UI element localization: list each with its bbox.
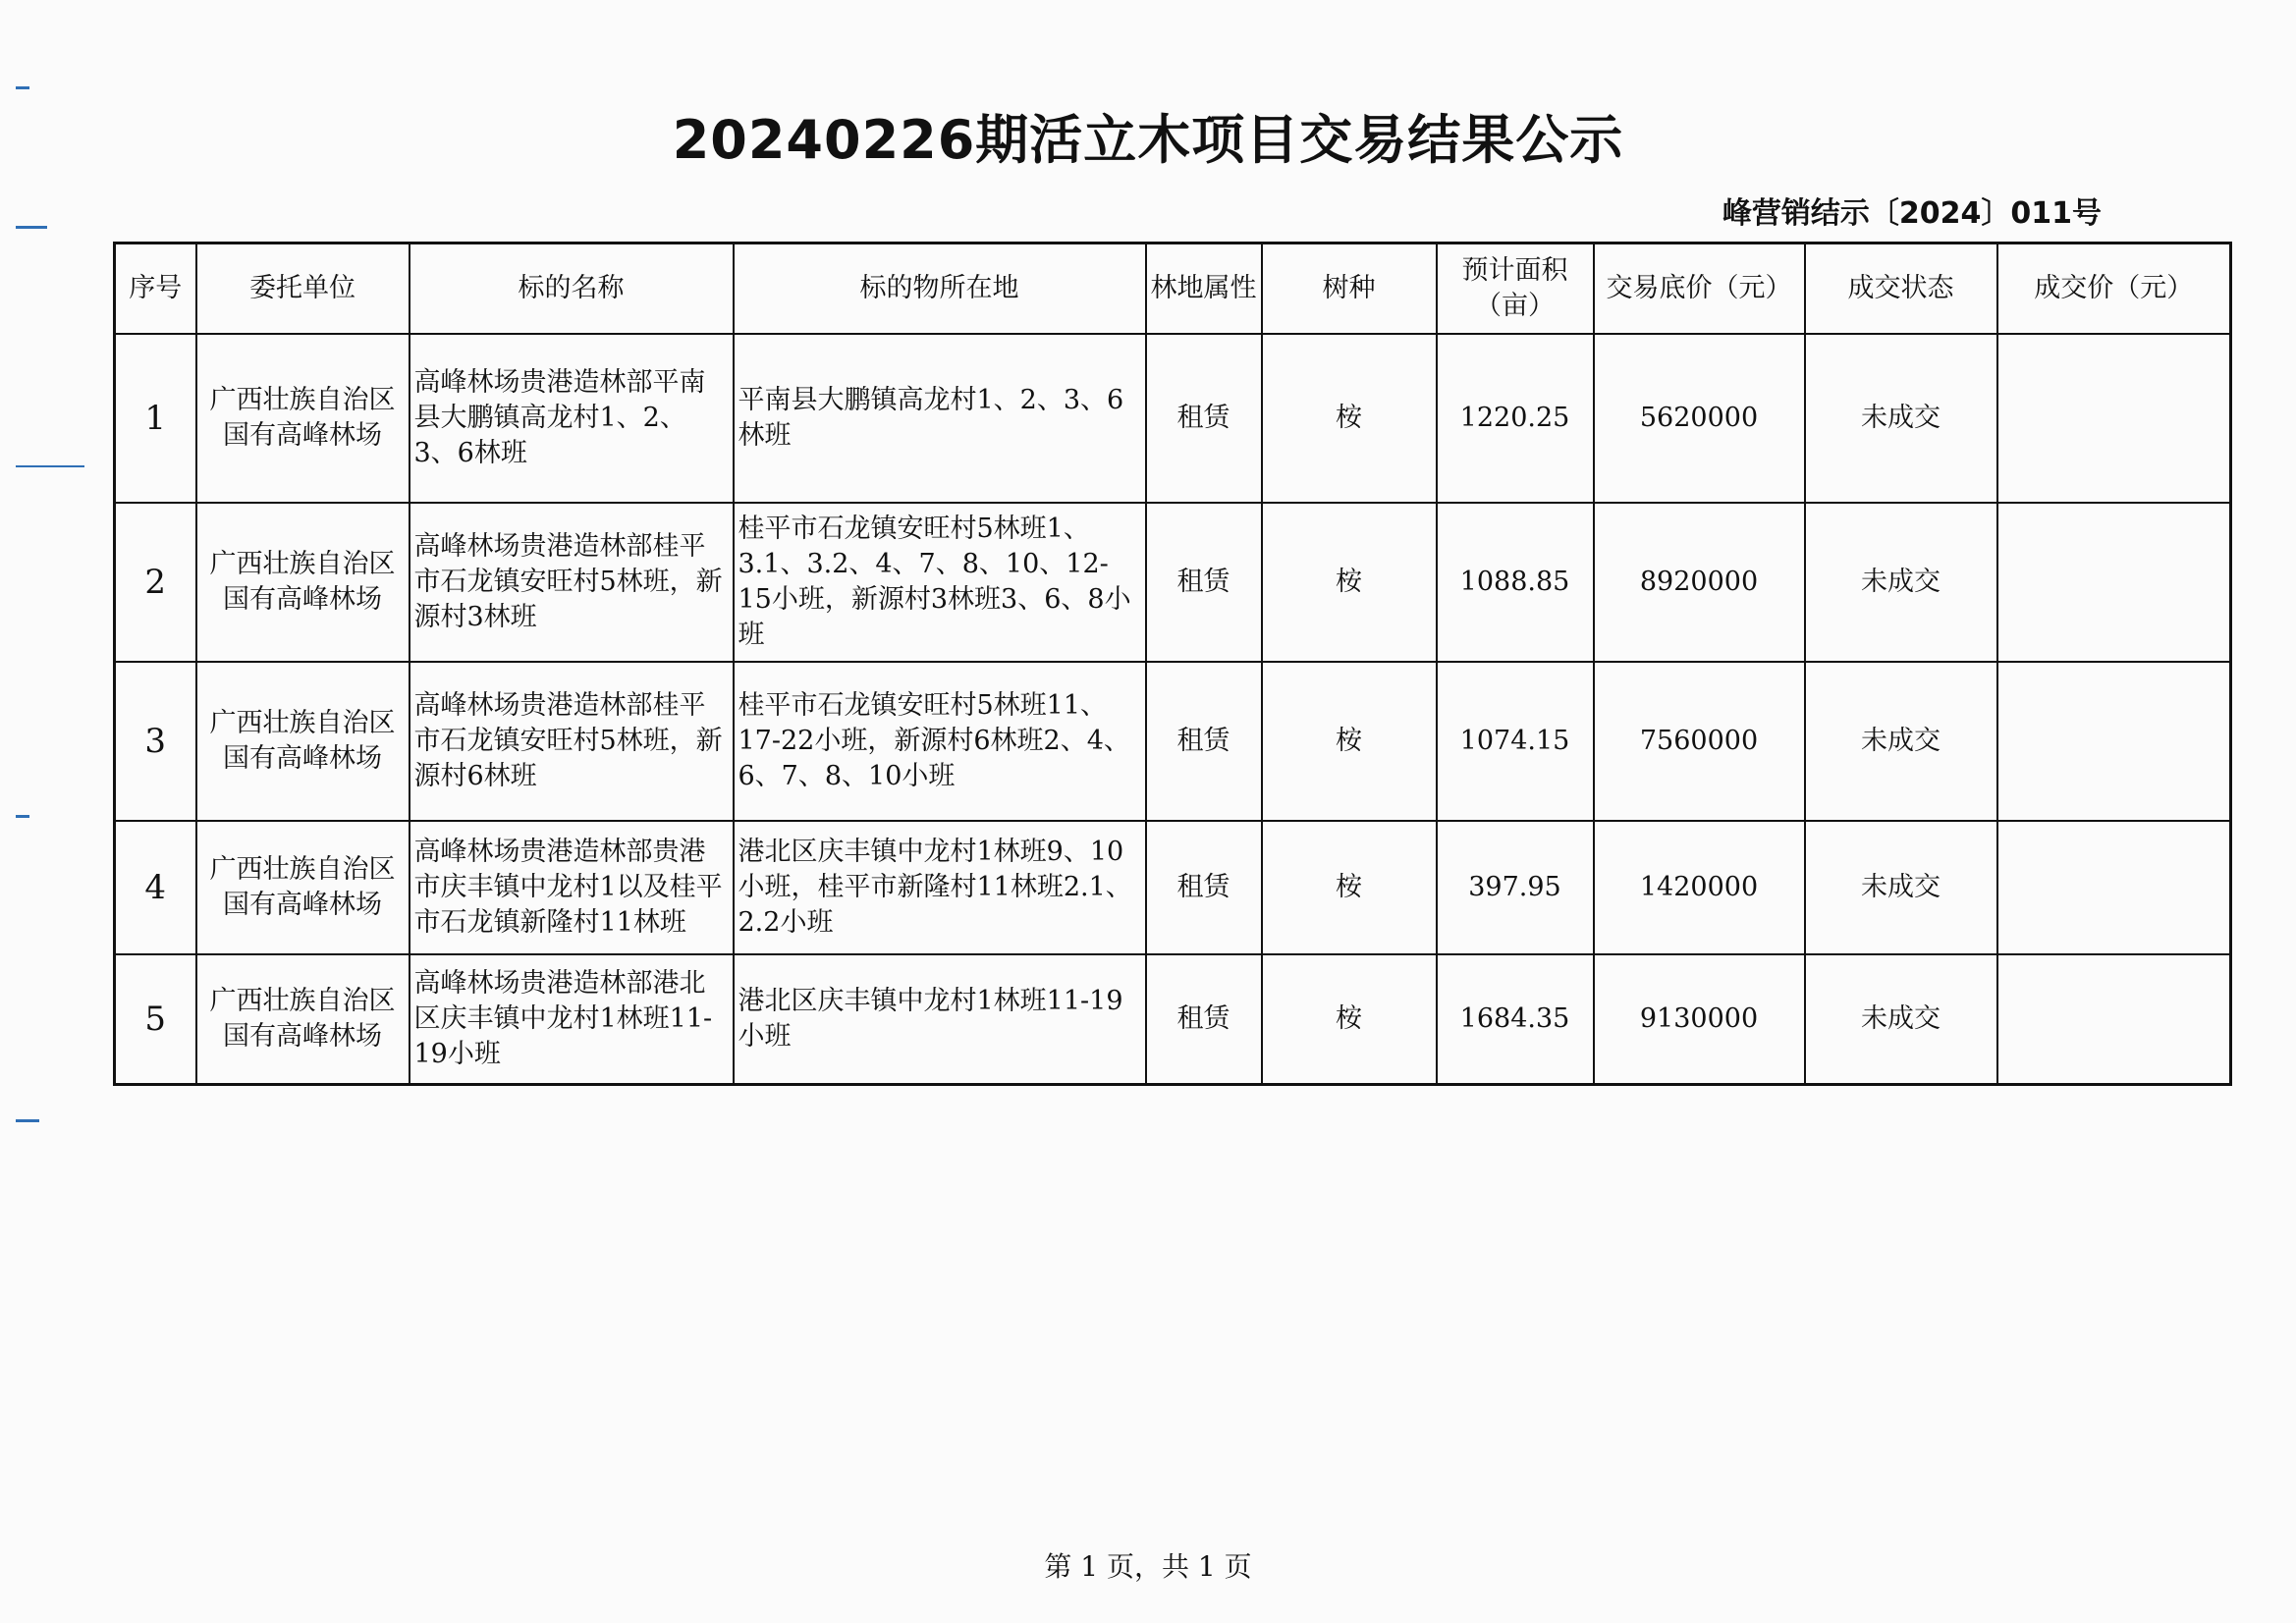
header-land: 林地属性	[1146, 243, 1262, 335]
page-title: 20240226期活立木项目交易结果公示	[672, 109, 1624, 171]
cell-tree: 桉	[1262, 503, 1437, 662]
scan-mark	[16, 86, 29, 89]
scan-mark	[16, 1119, 39, 1122]
cell-status: 未成交	[1805, 821, 1997, 954]
cell-base-price: 1420000	[1594, 821, 1805, 954]
cell-entrust: 广西壮族自治区国有高峰林场	[196, 662, 410, 821]
scan-mark	[16, 226, 47, 229]
cell-location: 桂平市石龙镇安旺村5林班1、3.1、3.2、4、7、8、10、12-15小班，新源村3林班3、6、8小班	[734, 503, 1146, 662]
scan-mark	[16, 815, 29, 818]
cell-land: 租赁	[1146, 334, 1262, 503]
cell-deal-price	[1997, 821, 2231, 954]
cell-index: 1	[115, 334, 196, 503]
cell-entrust: 广西壮族自治区国有高峰林场	[196, 334, 410, 503]
result-table	[113, 242, 2232, 1086]
cell-base-price: 7560000	[1594, 662, 1805, 821]
cell-location: 桂平市石龙镇安旺村5林班11、17-22小班，新源村6林班2、4、6、7、8、10小班	[734, 662, 1146, 821]
cell-location: 港北区庆丰镇中龙村1林班9、10小班，桂平市新隆村11林班2.1、2.2小班	[734, 821, 1146, 954]
header-location: 标的物所在地	[734, 243, 1146, 335]
header-entrust: 委托单位	[196, 243, 410, 335]
cell-land: 租赁	[1146, 954, 1262, 1085]
cell-deal-price	[1997, 334, 2231, 503]
scan-mark	[16, 465, 84, 467]
table-row	[115, 334, 2231, 503]
cell-tree: 桉	[1262, 662, 1437, 821]
cell-status: 未成交	[1805, 334, 1997, 503]
cell-name: 高峰林场贵港造林部贵港市庆丰镇中龙村1以及桂平市石龙镇新隆村11林班	[410, 821, 734, 954]
cell-name: 高峰林场贵港造林部平南县大鹏镇高龙村1、2、3、6林班	[410, 334, 734, 503]
table-row	[115, 662, 2231, 821]
cell-area: 397.95	[1437, 821, 1594, 954]
cell-index: 5	[115, 954, 196, 1085]
cell-deal-price	[1997, 503, 2231, 662]
cell-deal-price	[1997, 662, 2231, 821]
cell-land: 租赁	[1146, 662, 1262, 821]
table-row	[115, 954, 2231, 1085]
cell-area: 1220.25	[1437, 334, 1594, 503]
cell-base-price: 5620000	[1594, 334, 1805, 503]
cell-index: 3	[115, 662, 196, 821]
cell-area: 1088.85	[1437, 503, 1594, 662]
cell-tree: 桉	[1262, 954, 1437, 1085]
cell-name: 高峰林场贵港造林部桂平市石龙镇安旺村5林班，新源村6林班	[410, 662, 734, 821]
header-base-price: 交易底价（元）	[1594, 243, 1805, 335]
table-row	[115, 821, 2231, 954]
cell-tree: 桉	[1262, 334, 1437, 503]
cell-status: 未成交	[1805, 954, 1997, 1085]
cell-status: 未成交	[1805, 503, 1997, 662]
header-area: 预计面积（亩）	[1437, 243, 1594, 335]
header-status: 成交状态	[1805, 243, 1997, 335]
cell-entrust: 广西壮族自治区国有高峰林场	[196, 954, 410, 1085]
header-name: 标的名称	[410, 243, 734, 335]
cell-location: 港北区庆丰镇中龙村1林班11-19小班	[734, 954, 1146, 1085]
cell-land: 租赁	[1146, 821, 1262, 954]
cell-name: 高峰林场贵港造林部港北区庆丰镇中龙村1林班11-19小班	[410, 954, 734, 1085]
cell-entrust: 广西壮族自治区国有高峰林场	[196, 503, 410, 662]
header-deal-price: 成交价（元）	[1997, 243, 2231, 335]
cell-tree: 桉	[1262, 821, 1437, 954]
page-footer: 第 1 页，共 1 页	[1044, 1550, 1252, 1583]
cell-index: 2	[115, 503, 196, 662]
cell-deal-price	[1997, 954, 2231, 1085]
cell-base-price: 9130000	[1594, 954, 1805, 1085]
table-row	[115, 503, 2231, 662]
cell-land: 租赁	[1146, 503, 1262, 662]
cell-name: 高峰林场贵港造林部桂平市石龙镇安旺村5林班，新源村3林班	[410, 503, 734, 662]
cell-index: 4	[115, 821, 196, 954]
header-tree: 树种	[1262, 243, 1437, 335]
document-number: 峰营销结示〔2024〕011号	[1722, 196, 2102, 231]
cell-base-price: 8920000	[1594, 503, 1805, 662]
cell-status: 未成交	[1805, 662, 1997, 821]
table-header-row	[115, 243, 2231, 335]
header-index: 序号	[115, 243, 196, 335]
cell-location: 平南县大鹏镇高龙村1、2、3、6林班	[734, 334, 1146, 503]
cell-area: 1074.15	[1437, 662, 1594, 821]
cell-entrust: 广西壮族自治区国有高峰林场	[196, 821, 410, 954]
cell-area: 1684.35	[1437, 954, 1594, 1085]
